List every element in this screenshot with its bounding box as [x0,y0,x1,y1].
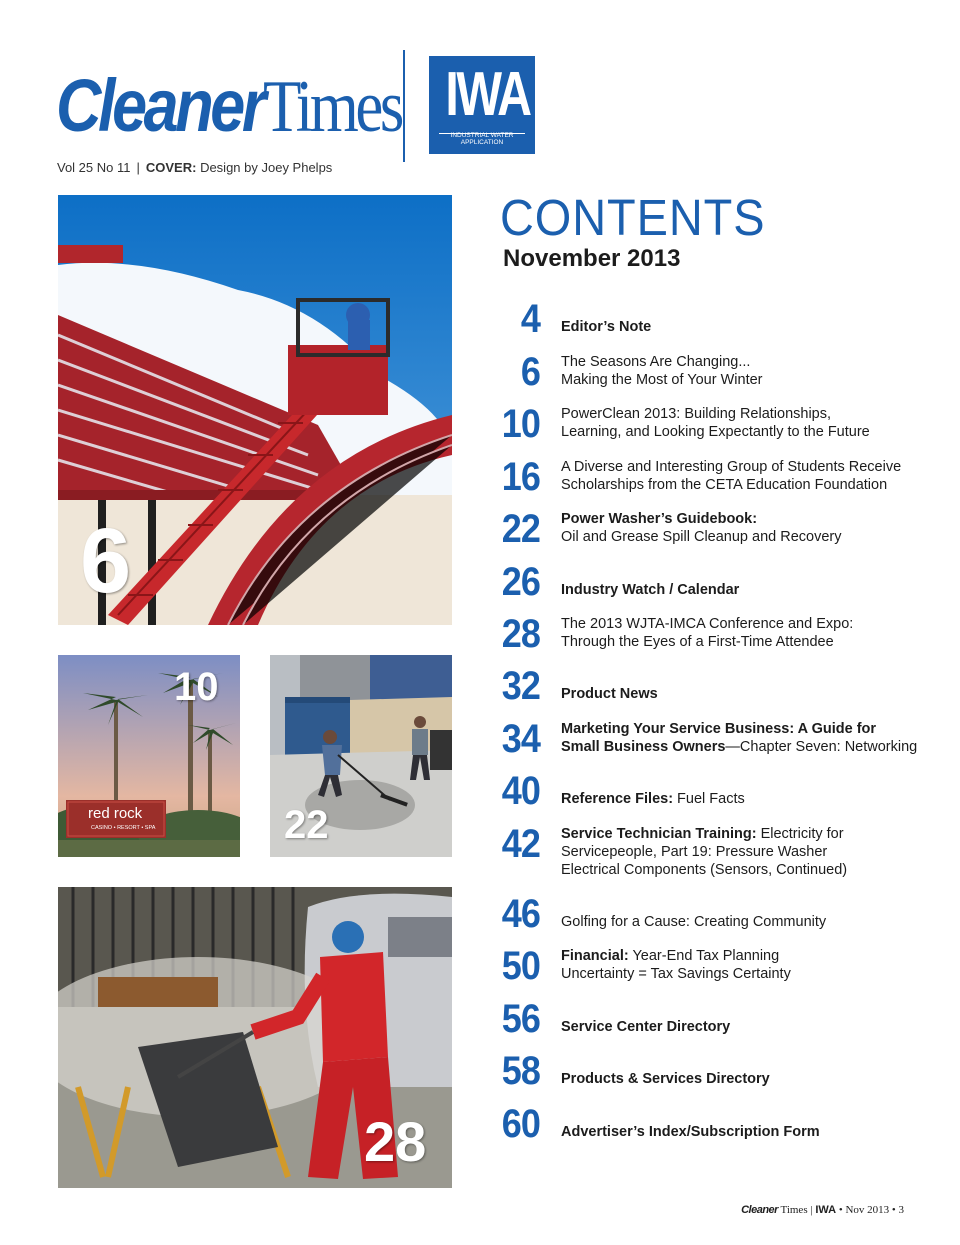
toc-page-number: 10 [501,402,540,446]
red-rock-sign-text: red rock [88,805,143,822]
toc-page-number: 50 [501,944,540,988]
masthead-divider [403,50,405,162]
photo-pressure-washer-demo[interactable] [58,887,452,1188]
contents-date: November 2013 [503,245,681,272]
page-number-10: 10 [174,665,219,709]
toc-title: The 2013 WJTA-IMCA Conference and Expo: Through the Eyes of a First-Time Attendee [561,616,854,650]
toc-page-number: 4 [520,297,540,341]
toc-page-number: 34 [501,717,540,761]
toc-title: Marketing Your Service Business: A Guide for Small Business Owners—Chapter Seven: Networking [561,721,918,755]
logo-wordmark: CleanerTimes [56,64,401,148]
toc-title: Editor’s Note [561,319,652,335]
toc-title: Golfing for a Cause: Creating Community [561,914,827,930]
toc-title: Advertiser’s Index/Subscription Form [561,1124,820,1140]
page-footer: Cleaner Times | IWA • Nov 2013 • 3 [741,1204,904,1216]
volume-separator: | [136,160,140,175]
volume-line [57,160,332,175]
toc-title: Industry Watch / Calendar [561,582,740,598]
toc-page-number: 16 [501,455,540,499]
toc-page-number: 46 [501,892,540,936]
photo-snow-roof-lift[interactable] [58,195,452,625]
toc-title: Product News [561,686,658,702]
photo-oil-spill-cleanup[interactable] [270,655,452,857]
toc-page-number: 32 [501,664,540,708]
toc-page-number: 40 [501,769,540,813]
toc-title: Financial: Year-End Tax Planning Uncertainty = Tax Savings Certainty [561,948,791,982]
photo-red-rock-palms[interactable] [58,655,240,857]
toc-page-number: 60 [501,1102,540,1146]
toc-title: A Diverse and Interesting Group of Students Receive Scholarships from the CETA Education Foundation [561,459,902,493]
toc-page-number: 42 [501,822,540,866]
cover-credit: Design by Joey Phelps [200,160,333,175]
page-number-28: 28 [364,1110,427,1173]
toc-title: Power Washer’s Guidebook: Oil and Grease Spill Cleanup and Recovery [561,511,842,545]
toc-title: PowerClean 2013: Building Relationships, Learning, and Looking Expectantly to the Future [561,406,870,440]
cleaner-times-logo [56,62,401,152]
toc-page-number: 56 [501,997,540,1041]
toc-title: Products & Services Directory [561,1071,770,1087]
toc-title: The Seasons Are Changing... Making the Most of Your Winter [561,354,763,388]
toc-page-number: 6 [520,350,540,394]
toc-page-number: 58 [501,1049,540,1093]
iwa-logo-text: IWA [445,60,530,129]
toc-page-number: 28 [501,612,540,656]
cover-label: COVER: [145,160,197,175]
toc-page-number: 22 [501,507,540,551]
page-number-6: 6 [80,510,132,612]
toc-title: Service Center Directory [561,1019,731,1035]
page-number-22: 22 [284,803,329,847]
toc-title: Service Technician Training: Electricity for Servicepeople, Part 19: Pressure Washer Electrical Components (Sensors, Continued) [561,826,848,878]
contents-title: CONTENTS [500,189,766,246]
toc-title: Reference Files: Fuel Facts [561,791,745,807]
toc-page-number: 26 [501,560,540,604]
volume-number: Vol 25 No 11 [57,160,131,175]
red-rock-sign-subtitle: CASINO • RESORT • SPA [91,825,156,831]
iwa-logo [429,56,535,154]
iwa-logo-subtitle: INDUSTRIAL WATER APPLICATION [450,132,514,146]
